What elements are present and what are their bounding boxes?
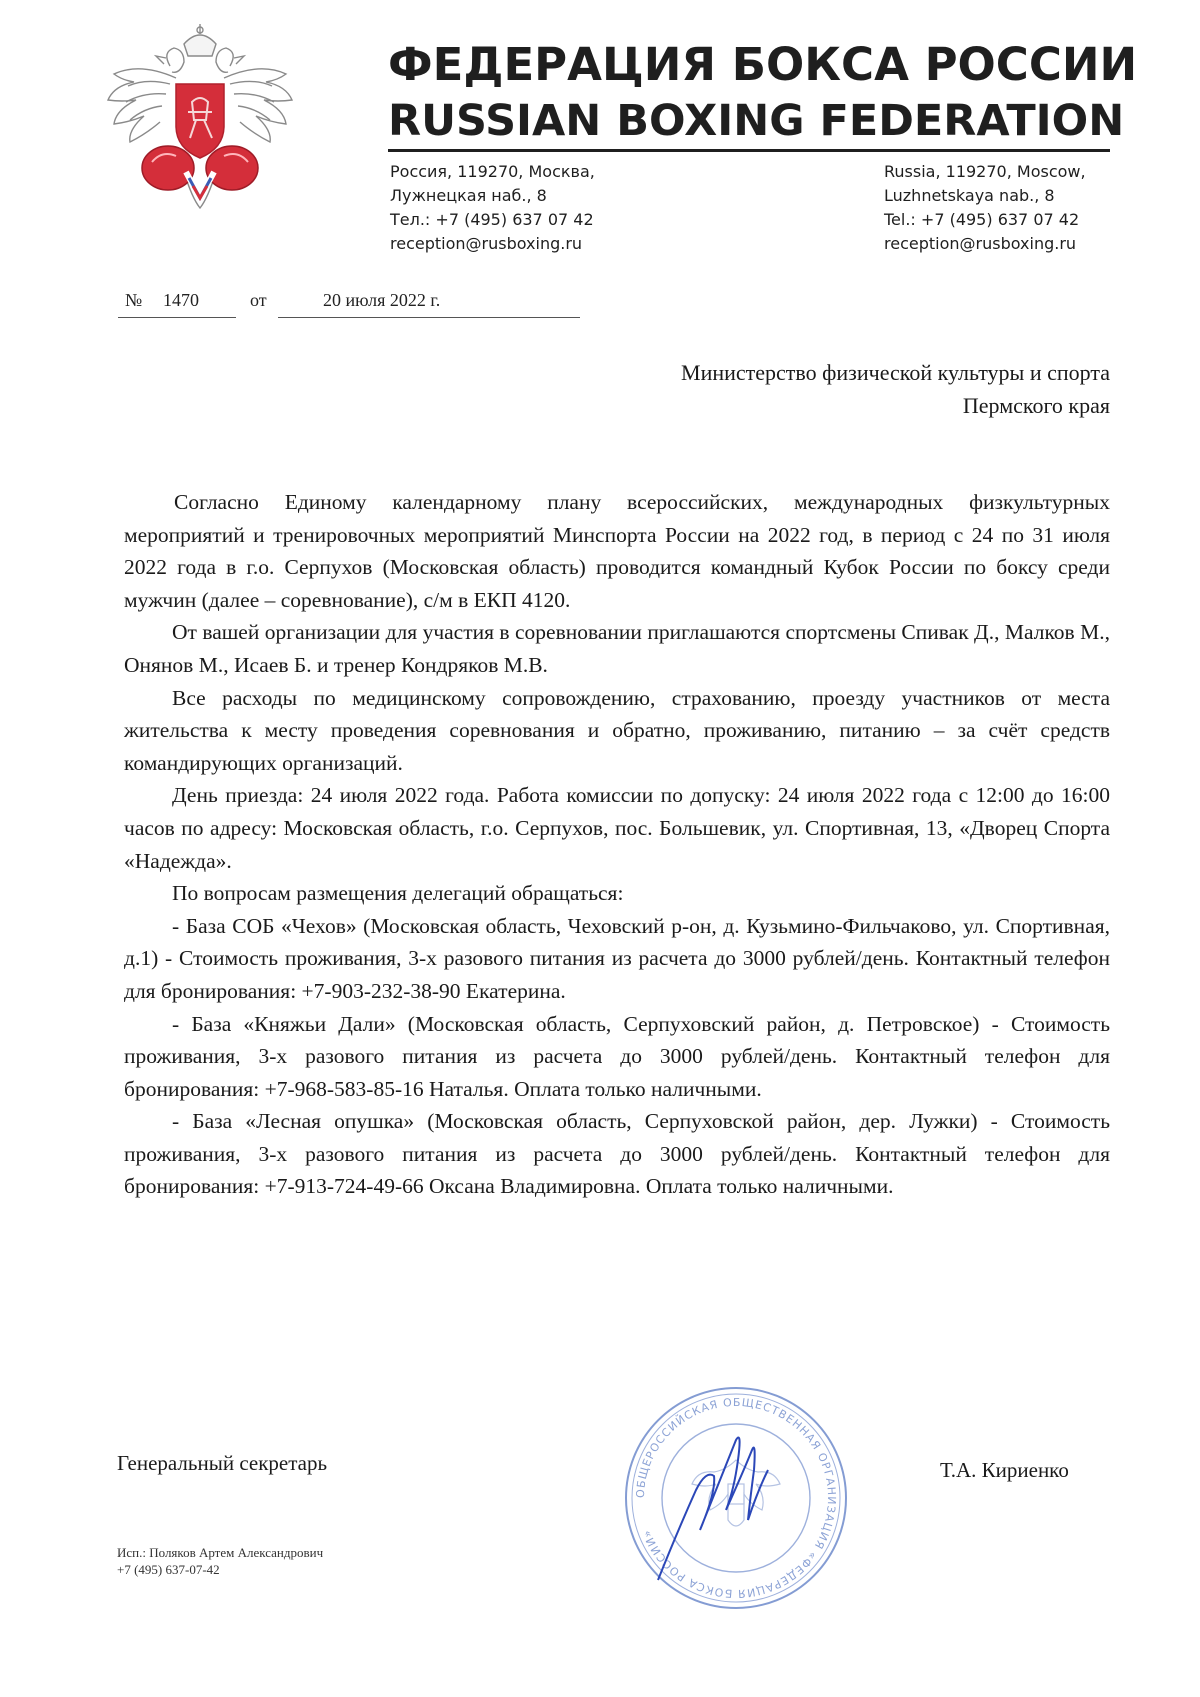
executor-phone: +7 (495) 637-07-42 [117,1562,220,1577]
address-en [884,160,1086,256]
stamp-text: ОБЩЕРОССИЙСКАЯ ОБЩЕСТВЕННАЯ ОРГАНИЗАЦИЯ «ФЕДЕРАЦИЯ БОКСА РОССИИ» [633,1395,839,1601]
registration-date-label: от [250,290,267,310]
address-en-line: Tel.: +7 (495) 637 07 42 [884,210,1080,229]
body-paragraph: От вашей организации для участия в соревновании приглашаются спортсмены Спивак Д., Малков М., Онянов М., Исаев Б. и тренер Кондряков М.В. [124,620,1110,677]
body-paragraph: По вопросам размещения делегаций обращаться: [172,881,624,906]
address-en-line: Russia, 119270, Moscow, [884,162,1086,181]
letterhead-title-ru: ФЕДЕРАЦИЯ БОКСА РОССИИ [388,38,1138,91]
body-paragraph: - База «Лесная опушка» (Московская область, Серпуховской район, дер. Лужки) - Стоимость проживания, 3-х разового питания из расчета до 3000 рублей/день. Контактный телефон для бронирования: +7-913-724-49-66 Оксана Владимировна. Оплата только наличными. [124,1109,1110,1199]
letterhead-title-en: RUSSIAN BOXING FEDERATION [388,96,1125,146]
body-paragraph: День приезда: 24 июля 2022 года. Работа комиссии по допуску: 24 июля 2022 года с 12:00 до 16:00 часов по адресу: Московская область, г.о. Серпухов, пос. Большевик, ул. Спортивная, 13, «Дворец Спорта «Надежда». [124,783,1110,873]
letterhead-divider [388,149,1110,152]
executor-block [117,1544,323,1578]
address-ru [390,160,595,256]
registration-number: 1470 [163,290,199,310]
address-ru-line: Лужнецкая наб., 8 [390,186,547,205]
body-paragraph: Все расходы по медицинскому сопровождению, страхованию, проезду участников от места жительства к месту проведения соревнования и обратно, проживанию, питанию – за счёт средств командирующих организаций. [124,685,1110,775]
signer-position: Генеральный секретарь [117,1451,328,1475]
addressee-line: Пермского края [962,393,1110,418]
address-ru-line: Тел.: +7 (495) 637 07 42 [390,210,594,229]
letter-body [124,486,1110,1203]
registration-date-underline [278,317,580,318]
registration-date: 20 июля 2022 г. [323,290,441,310]
registration-number-underline [118,317,236,318]
body-paragraph: - База СОБ «Чехов» (Московская область, Чеховский р-он, д. Кузьмино-Фильчаково, ул. Спортивная, д.1) - Стоимость проживания, 3-х разового питания из расчета до 3000 рублей/день. Контактный телефон для бронирования: +7-903-232-38-90 Екатерина. [124,913,1110,1003]
address-en-line: reception@rusboxing.ru [884,234,1077,253]
body-paragraph: Согласно Единому календарному плану всероссийских, международных физкультурных мероприятий и тренировочных мероприятий Минспорта России на 2022 год, в период с 24 по 31 июля 2022 года в г.о. Серпухов (Московская область) проводится командный Кубок России по боксу среди мужчин (далее – соревнование), с/м в ЕКП 4120. [124,490,1110,612]
registration-number-label: № [125,290,143,310]
addressee-block [681,356,1110,422]
svg-text:ОБЩЕРОССИЙСКАЯ ОБЩЕСТВЕННАЯ ОР [634,1396,838,1600]
address-ru-line: reception@rusboxing.ru [390,234,583,253]
addressee-line: Министерство физической культуры и спорта [681,360,1110,385]
address-ru-line: Россия, 119270, Москва, [390,162,595,181]
round-seal-stamp-icon [618,1380,854,1616]
federation-emblem-icon [100,22,300,222]
executor-name: Исп.: Поляков Артем Александрович [117,1545,324,1560]
signer-name: Т.А. Кириенко [940,1458,1069,1482]
body-paragraph: - База «Княжьи Дали» (Московская область, Серпуховский район, д. Петровское) - Стоимость проживания, 3-х разового питания из расчета до 3000 рублей/день. Контактный телефон для бронирования: +7-968-583-85-16 Наталья. Оплата только наличными. [124,1011,1110,1101]
address-en-line: Luzhnetskaya nab., 8 [884,186,1055,205]
